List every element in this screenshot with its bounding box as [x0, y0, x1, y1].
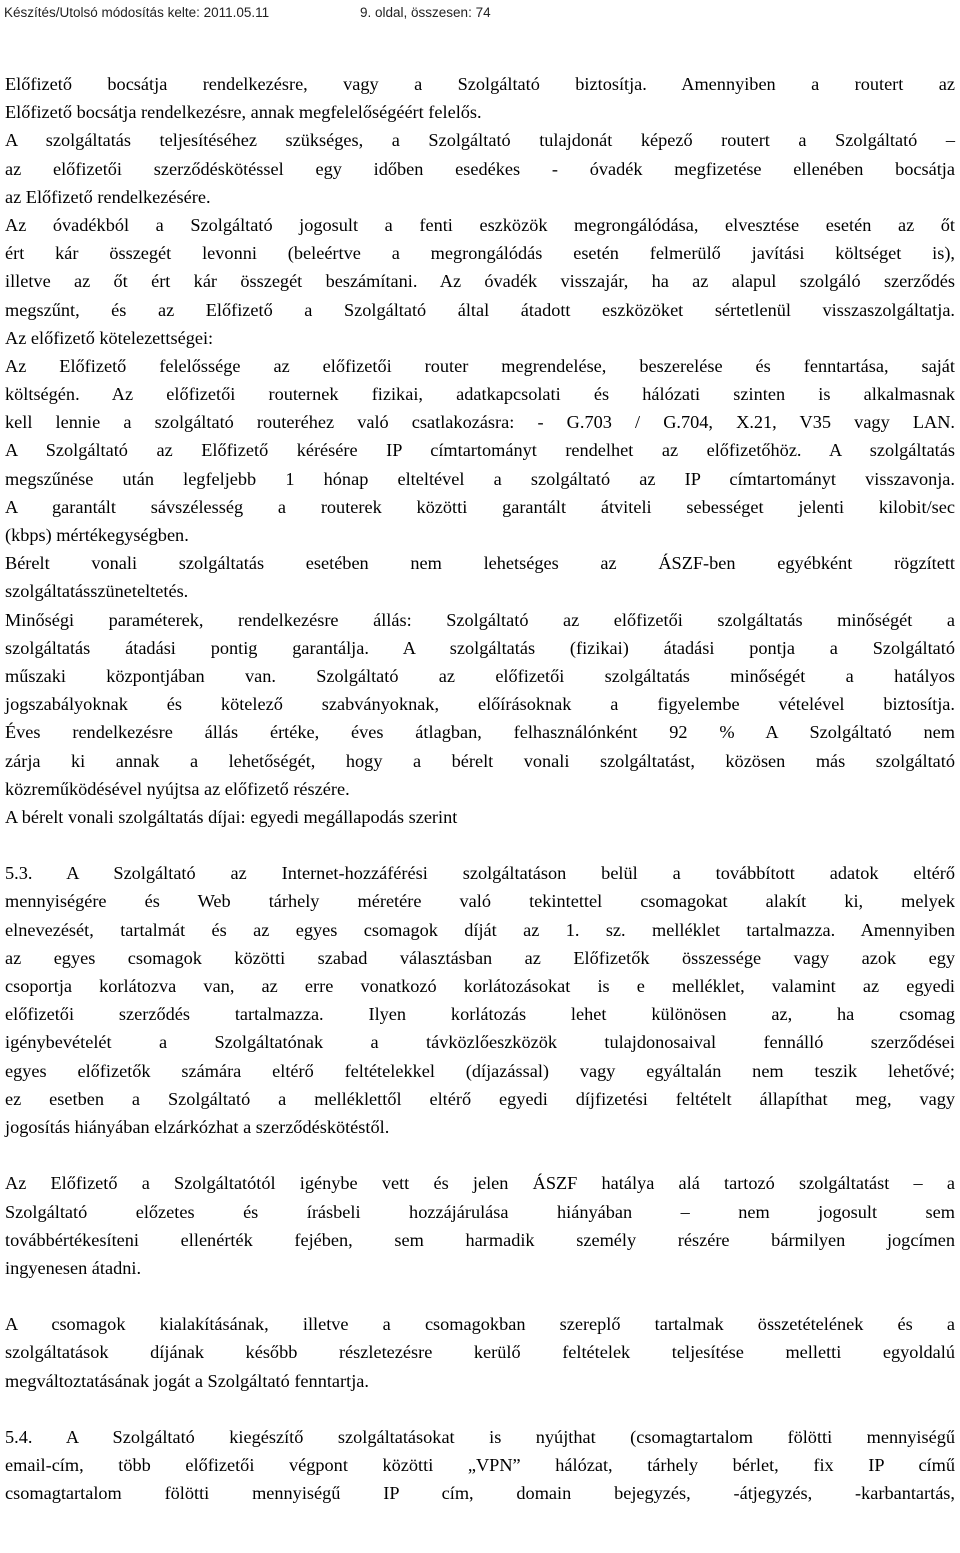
paragraph: [5, 70, 955, 831]
text-line: közreműködésével nyújtsa az előfizető részére.: [5, 778, 350, 799]
text-line: ez esetben a Szolgáltató a melléklettől eltérő egyedi díjfizetési feltételt állapíthat meg, vagy: [5, 1088, 955, 1109]
text-line: csoportja korlátozva van, az erre vonatkozó korlátozásokat is e melléklet, valamint az egyedi: [5, 976, 955, 996]
document-body: [5, 70, 955, 1508]
text-line: megszűnt, és az Előfizető a Szolgáltató által átadott eszközöket sértetlenül visszaszolgáltatja.: [5, 299, 955, 320]
document-date: Készítés/Utolsó módosítás kelte: 2011.05.11: [4, 5, 270, 20]
text-line: Szolgáltató előzetes és írásbeli hozzájárulása hiányában – nem jogosult sem: [5, 1201, 955, 1222]
paragraph-gap: [5, 1282, 955, 1310]
text-line: elnevezését, tartalmát és az egyes csomagok díját az 1. sz. melléklet tartalmazza. Amennyiben: [5, 919, 955, 940]
text-line: zárja ki annak a lehetőségét, hogy a bérelt vonali szolgáltatást, közösen más szolgáltató: [5, 750, 955, 771]
page-number: 9. oldal, összesen: 74: [360, 5, 491, 20]
page-header: [4, 2, 954, 24]
text-line: igénybevételét a Szolgáltatónak a távközlőeszközök tulajdonosaival fennálló szerződései: [5, 1032, 955, 1053]
text-line: az előfizetői szerződéskötéssel egy időben esedékes - óvadék megfizetése ellenében bocsátja: [5, 158, 955, 179]
text-line: Előfizető bocsátja rendelkezésre, vagy a Szolgáltató biztosítja. Amennyiben a routert az: [5, 74, 955, 94]
text-line: illetve az őt ért kár összegét beszámítani. Az óvadék visszajár, ha az alapul szolgáló szerződés: [5, 271, 955, 292]
text-line: Az előfizető kötelezettségei:: [5, 327, 214, 348]
text-line: továbbértékesíteni ellenérték fejében, sem harmadik személy részére bármilyen jogcímen: [5, 1229, 955, 1250]
text-line: Az Előfizető felelőssége az előfizetői router megrendelése, beszerelése és fenntartása, saját: [5, 355, 955, 376]
text-line: előfizetői szerződés tartalmazza. Ilyen korlátozás lehet különösen az, ha csomag: [5, 1004, 955, 1025]
text-line: A csomagok kialakításának, illetve a csomagokban szereplő tartalmak összetételének és a: [5, 1314, 955, 1335]
text-line: A bérelt vonali szolgáltatás díjai: egyedi megállapodás szerint: [5, 806, 458, 827]
text-line: az egyes csomagok közötti szabad választásban az Előfizetők összessége vagy azok egy: [5, 947, 955, 968]
text-line: Az Előfizető a Szolgáltatótól igénybe vett és jelen ÁSZF hatálya alá tartozó szolgáltatást – a: [5, 1173, 955, 1194]
paragraph: [5, 1169, 955, 1282]
text-line: az Előfizető rendelkezésére.: [5, 186, 211, 207]
paragraph-gap: [5, 1395, 955, 1423]
text-line: (kbps) mértékegységben.: [5, 525, 189, 545]
paragraph: [5, 859, 955, 1141]
text-line: szolgáltatás átadási pontig garantálja. A szolgáltatás (fizikai) átadási pontja a Szolgáltató: [5, 637, 955, 658]
text-line: email-cím, több előfizetői végpont közötti „VPN” hálózat, tárhely bérlet, fix IP című: [5, 1455, 955, 1476]
paragraph: [5, 1423, 955, 1508]
text-line: megszűnése után legfeljebb 1 hónap elteltével a szolgáltató az IP címtartományt visszavonja.: [5, 468, 955, 489]
text-line: csomagtartalom fölötti mennyiségű IP cím, domain bejegyzés, -átjegyzés, -karbantartás,: [5, 1483, 955, 1504]
text-line: ért kár összegét levonni (beleértve a megrongálódás esetén felmerülő javítási költséget is),: [5, 243, 955, 264]
text-line: költségén. Az előfizetői routernek fizikai, adatkapcsolati és hálózati szinten is alkalmasnak: [5, 384, 955, 405]
text-line: A garantált sávszélesség a routerek közötti garantált átviteli sebességet jelenti kilobit/sec: [5, 496, 955, 517]
text-line: mennyiségére és Web tárhely méretére való tekintettel csomagokat alakít ki, melyek: [5, 891, 955, 912]
text-line: Az óvadékból a Szolgáltató jogosult a fenti eszközök megrongálódása, elvesztése esetén az őt: [5, 214, 955, 235]
text-line: szolgáltatások díjának később részletezésre kerülő feltételek teljesítése melletti egyoldalú: [5, 1342, 955, 1363]
paragraph-gap: [5, 1141, 955, 1169]
text-line: A szolgáltatás teljesítéséhez szükséges, a Szolgáltató tulajdonát képező routert a Szolgáltató –: [5, 130, 955, 151]
text-line: kell lennie a szolgáltató routeréhez való csatlakozásra: - G.703 / G.704, X.21, V35 vagy LAN.: [5, 412, 955, 433]
text-line: műszaki központjában van. Szolgáltató az előfizetői szolgáltatás minőségét a hatályos: [5, 665, 955, 686]
text-line: A Szolgáltató az Előfizető kérésére IP címtartományt rendelhet az előfizetőhöz. A szolgáltatás: [5, 440, 955, 461]
text-line: Éves rendelkezésre állás értéke, éves átlagban, felhasználónként 92 % A Szolgáltató nem: [5, 722, 955, 743]
text-line: jogszabályoknak és kötelező szabványoknak, előírásoknak a figyelembe vételével biztosítja.: [5, 694, 955, 715]
text-line: 5.4. A Szolgáltató kiegészítő szolgáltatásokat is nyújthat (csomagtartalom fölötti mennyiségű: [5, 1427, 955, 1447]
text-line: szolgáltatásszüneteltetés.: [5, 581, 189, 602]
text-line: jogosítás hiányában elzárkózhat a szerződéskötéstől.: [5, 1116, 390, 1137]
text-line: Előfizető bocsátja rendelkezésre, annak megfelelőségéért felelős.: [5, 102, 482, 123]
text-line: ingyenesen átadni.: [5, 1257, 142, 1278]
text-line: Bérelt vonali szolgáltatás esetében nem lehetséges az ÁSZF-ben egyébként rögzített: [5, 553, 955, 574]
text-line: egyes előfizetők számára eltérő feltételekkel (díjazással) vagy egyáltalán nem teszik lehetővé;: [5, 1060, 955, 1081]
text-line: megváltoztatásának jogát a Szolgáltató fenntartja.: [5, 1370, 369, 1391]
text-line: 5.3. A Szolgáltató az Internet-hozzáférési szolgáltatáson belül a továbbított adatok eltérő: [5, 863, 955, 884]
paragraph: [5, 1310, 955, 1395]
paragraph-gap: [5, 831, 955, 859]
text-line: Minőségi paraméterek, rendelkezésre állás: Szolgáltató az előfizetői szolgáltatás minőségét a: [5, 609, 955, 630]
